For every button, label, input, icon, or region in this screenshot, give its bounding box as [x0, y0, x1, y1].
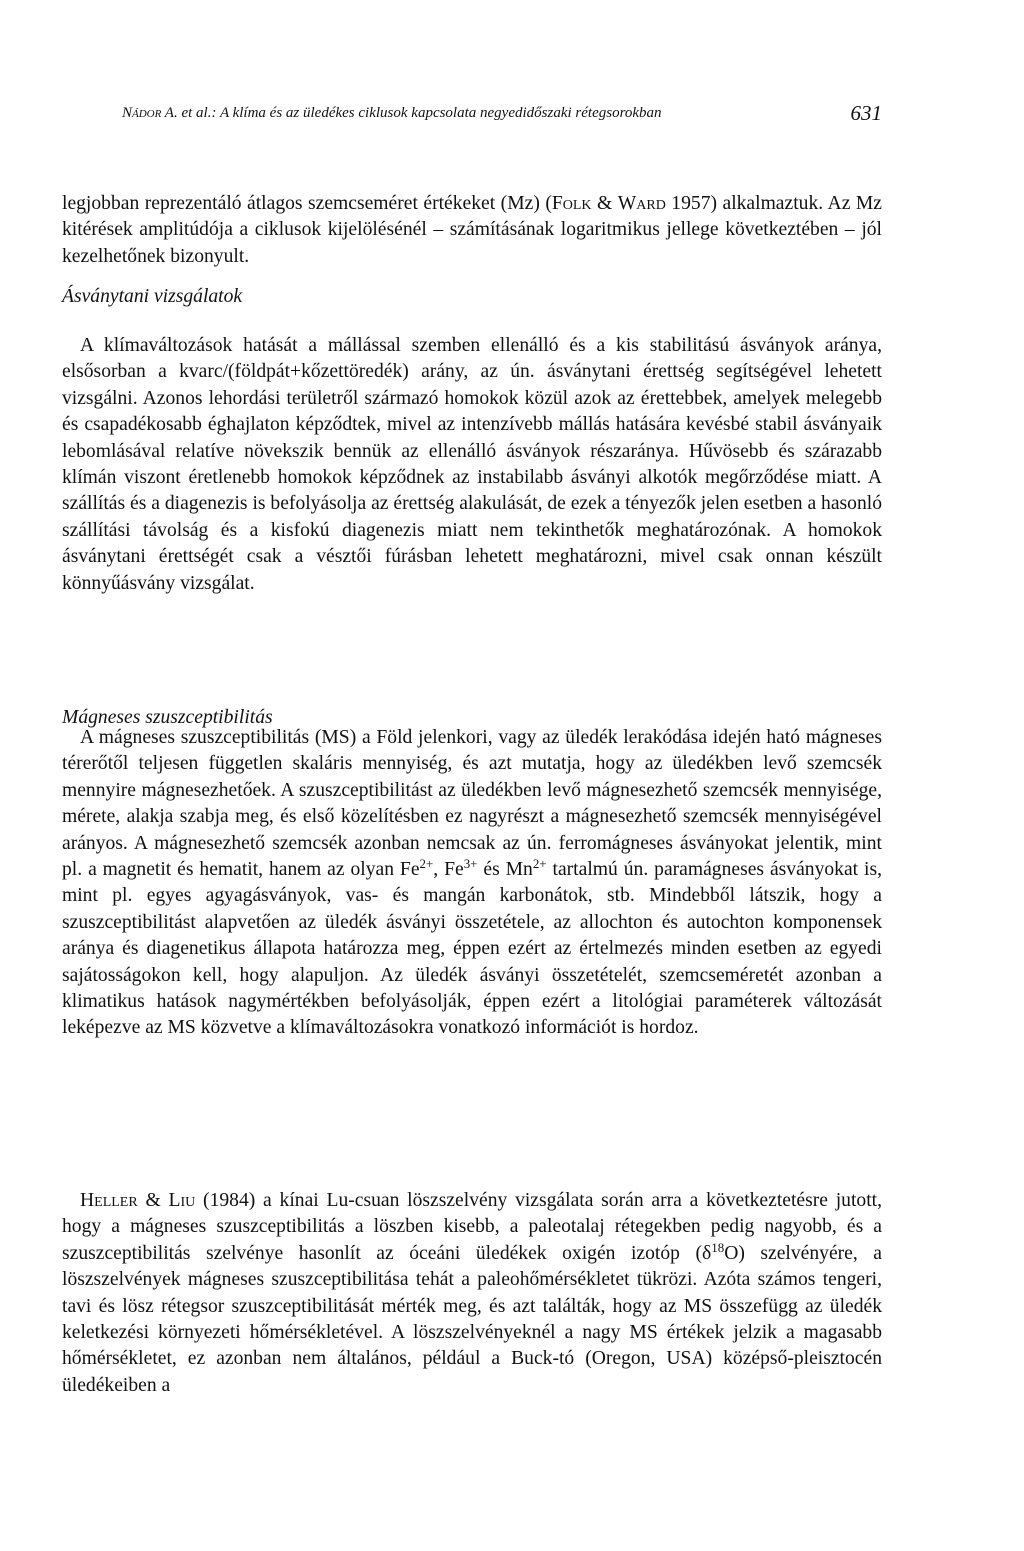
section-heading-magnetic: Mágneses szuszceptibilitás [62, 707, 273, 728]
superscript-18: 18 [711, 1239, 725, 1255]
page-number: 631 [850, 101, 882, 125]
running-title [122, 96, 662, 130]
ms-text-b: , Fe [433, 859, 464, 881]
heller-text-a: (1984) a kínai Lu-csuan löszszelvény vizsgálata során arra a következtetésre jutott, hogy a mágneses szuszceptibilitás a löszben kisebb, a paleotalaj rétegekben pedig nagyobb, és a szuszceptibilitás szelvénye hasonlít az óceáni üledékek oxigén izotóp (δ [62, 1190, 882, 1264]
intro-paragraph [62, 191, 882, 270]
superscript-fe2: 2+ [419, 855, 434, 871]
ms-text-a: A mágneses szuszceptibilitás (MS) a Föld jelenkori, vagy az üledék lerakódása idején ható mágneses térerőtől teljesen független skaláris mennyiség, és azt mutatja, hogy az üledékben levő szemcsék mennyire mágnesezhetőek. A szuszceptibilitást az üledékben levő mágnesezhető szemcsék mennyisége, mérete, alakja szabja meg, és első közelítésben ez nagyrészt a mágnesezhető szemcsék mennyiségével arányos. A mágnesezhető szemcsék azonban nemcsak az ún. ferromágneses ásványokat jelentik, mint pl. a magnetit és hematit, hanem az olyan Fe [62, 727, 882, 881]
citation-ampersand: & [591, 193, 618, 214]
header-title: A klíma és az üledékes ciklusok kapcsolata negyedidőszaki rétegsorokban [219, 105, 662, 121]
ms-text-d: tartalmú ún. paramágneses ásványokat is, mint pl. egyes agyagásványok, vas- és mangán karbonátok, stb. Mindebből látszik, hogy a szuszceptibilitást alapvetően az üledék ásványi összetétele, az allochton és autochton komponensek aránya és diagenetikus állapota határozza meg, éppen ezért az értelmezés minden esetben az egyedi sajátosságokon kell, hogy alapuljon. Az üledék ásványi összetételét, szemcseméretét azonban a klimatikus hatások nagymértékben befolyásolják, éppen ezért a litológiai paraméterek változását leképezve az MS közvetve a klímaváltozásokra vonatkozó információt is hordoz. [62, 859, 882, 1039]
heller-text-b: O) szelvényére, a löszszelvények mágneses szuszceptibilitása tehát a paleohőmérsékletet tükrözi. Azóta számos tengeri, tavi és lösz rétegsor szuszceptibilitását mérték meg, és azt találták, hogy az MS összefügg az üledék keletkezési környezeti hőmérsékletével. A löszszelvényeknél a nagy MS értékek jelzik a magasabb hőmérsékletet, ez azonban nem általános, például a Buck-tó (Oregon, USA) középső-pleisztocén üledékeiben a [62, 1242, 882, 1396]
citation-heller: Heller [80, 1190, 138, 1211]
section-heading-block-1 [62, 284, 882, 310]
intro-text-2: 1957) alkalmaztuk. Az Mz kitérések amplitúdója a ciklusok kijelölésénél – számításának logaritmikus jellege következtében – jól kezelhetőnek bizonyult. [62, 193, 882, 267]
mineralogy-paragraph: A klímaváltozások hatását a mállással szemben ellenálló és a kis stabilitású ásványok aránya, elsősorban a kvarc/(földpát+kőzettöredék) arány, az ún. ásványtani érettség segítségével lehetett vizsgálni. Azonos lehordási területről származó homokok közül azok az érettebbek, amelyek melegebb és csapadékosabb éghajlaton képződtek, mivel az intenzívebb mállás hatására kevésbé stabil ásványaik lebomlásával relatíve növekszik bennük az ellenálló ásványok részaránya. Hűvösebb és szárazabb klímán viszont éretlenebb homokok képződnek az instabilabb ásványi alkotók megőrződése miatt. A szállítás és a diagenezis is befolyásolja az érettség alakulását, de ezek a tényezők jelen esetben a hasonló szállítási távolság és a kisfokú diagenezis miatt nem tekinthetők meghatározónak. A homokok ásványtani érettségét csak a vésztői fúrásban lehetett meghatározni, mivel csak onnan készült könnyűásvány vizsgálat. [62, 335, 882, 594]
citation-liu: Liu [168, 1190, 196, 1211]
section-heading-mineralogy: Ásványtani vizsgálatok [62, 286, 243, 307]
citation-ampersand-2: & [137, 1190, 169, 1211]
magnetic-paragraph-2 [62, 1188, 882, 1399]
magnetic-paragraph-1 [62, 725, 882, 1042]
ms-text-c: és Mn [477, 859, 533, 881]
intro-text-1: legjobban reprezentáló átlagos szemcseméret értékeket (Mz) ( [62, 193, 552, 214]
superscript-mn2: 2+ [532, 855, 547, 871]
mineralogy-paragraph-block [62, 333, 882, 597]
magnetic-paragraph-block-2 [62, 1188, 882, 1399]
citation-folk: Folk [551, 193, 592, 214]
superscript-fe3: 3+ [463, 855, 478, 871]
citation-ward: Ward [617, 193, 666, 214]
running-header [122, 96, 882, 130]
header-etal: et al.: [177, 105, 220, 121]
magnetic-paragraph-block-1 [62, 725, 882, 1042]
header-author: Nádor A. [122, 105, 178, 121]
intro-paragraph-block [62, 191, 882, 270]
